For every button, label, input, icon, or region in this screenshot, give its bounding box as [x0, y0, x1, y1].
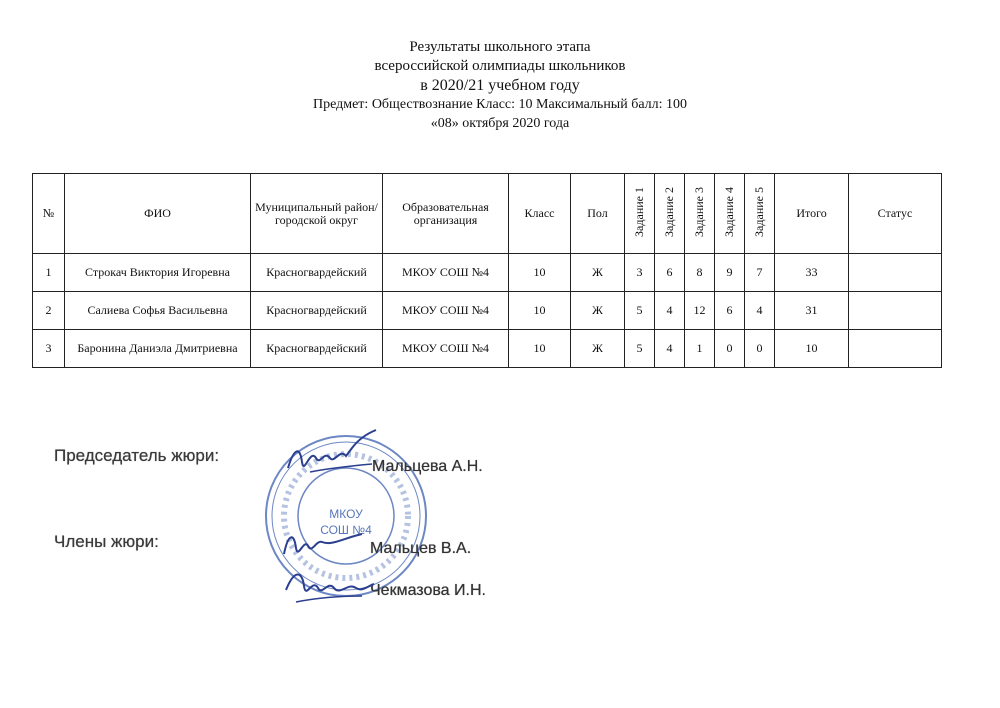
cell-district: Красногвардейский	[251, 254, 383, 292]
col-header-task-4	[715, 174, 745, 254]
stamp-text-line-1: МКОУ	[329, 507, 363, 521]
table-row	[33, 292, 942, 330]
col-header-name: ФИО	[65, 174, 251, 254]
member-2-name: Чекмазова И.Н.	[370, 582, 486, 599]
cell-task-1: 3	[625, 254, 655, 292]
cell-name: Салиева Софья Васильевна	[65, 292, 251, 330]
cell-grade: 10	[509, 292, 571, 330]
cell-status	[849, 254, 942, 292]
task-5-label: Задание 5	[752, 187, 766, 237]
member-1-signature	[278, 524, 368, 568]
col-header-grade: Класс	[509, 174, 571, 254]
chair-label: Председатель жюри:	[54, 446, 220, 465]
cell-sex: Ж	[571, 292, 625, 330]
document-header	[0, 38, 1000, 133]
cell-org: МКОУ СОШ №4	[383, 254, 509, 292]
cell-grade: 10	[509, 254, 571, 292]
cell-task-4: 9	[715, 254, 745, 292]
col-header-org: Образовательная организация	[383, 174, 509, 254]
task-1-label: Задание 1	[632, 187, 646, 237]
member-1-name: Мальцев В.А.	[370, 540, 472, 557]
cell-status	[849, 330, 942, 368]
cell-task-4: 0	[715, 330, 745, 368]
col-header-total: Итого	[775, 174, 849, 254]
cell-task-3: 12	[685, 292, 715, 330]
col-header-sex: Пол	[571, 174, 625, 254]
cell-task-3: 8	[685, 254, 715, 292]
chair-signature	[280, 428, 390, 488]
cell-org: МКОУ СОШ №4	[383, 292, 509, 330]
cell-task-3: 1	[685, 330, 715, 368]
cell-task-2: 4	[655, 330, 685, 368]
chair-name: Мальцева А.Н.	[372, 458, 483, 475]
cell-grade: 10	[509, 330, 571, 368]
cell-sex: Ж	[571, 254, 625, 292]
task-2-label: Задание 2	[662, 187, 676, 237]
subject-line: Предмет: Обществознание Класс: 10 Максимальный балл: 100	[312, 97, 688, 112]
title-line-2: всероссийской олимпиады школьников	[374, 58, 626, 74]
table-row	[33, 330, 942, 368]
col-header-task-1	[625, 174, 655, 254]
cell-total: 33	[775, 254, 849, 292]
cell-number: 3	[33, 330, 65, 368]
member-2-signature	[282, 566, 378, 610]
col-header-task-3	[685, 174, 715, 254]
cell-task-1: 5	[625, 330, 655, 368]
results-table	[32, 173, 942, 368]
col-header-task-5	[745, 174, 775, 254]
cell-total: 10	[775, 330, 849, 368]
members-label: Члены жюри:	[54, 532, 159, 551]
task-4-label: Задание 4	[722, 187, 736, 237]
cell-task-5: 0	[745, 330, 775, 368]
header-row	[33, 174, 942, 254]
cell-district: Красногвардейский	[251, 292, 383, 330]
title-line-3: в 2020/21 учебном году	[420, 77, 580, 94]
cell-number: 1	[33, 254, 65, 292]
cell-task-5: 7	[745, 254, 775, 292]
cell-name: Строкач Виктория Игоревна	[65, 254, 251, 292]
col-header-number: №	[33, 174, 65, 254]
cell-district: Красногвардейский	[251, 330, 383, 368]
cell-task-5: 4	[745, 292, 775, 330]
cell-sex: Ж	[571, 330, 625, 368]
col-header-status: Статус	[849, 174, 942, 254]
cell-status	[849, 292, 942, 330]
cell-name: Баронина Даниэла Дмитриевна	[65, 330, 251, 368]
table-row	[33, 254, 942, 292]
col-header-district: Муниципальный район/городской округ	[251, 174, 383, 254]
cell-task-2: 4	[655, 292, 685, 330]
cell-number: 2	[33, 292, 65, 330]
cell-task-4: 6	[715, 292, 745, 330]
cell-org: МКОУ СОШ №4	[383, 330, 509, 368]
task-3-label: Задание 3	[692, 187, 706, 237]
date-line: «08» октября 2020 года	[430, 116, 570, 131]
cell-task-2: 6	[655, 254, 685, 292]
stamp-text-line-2: СОШ №4	[320, 523, 372, 537]
title-line-1: Результаты школьного этапа	[409, 39, 591, 55]
cell-task-1: 5	[625, 292, 655, 330]
col-header-task-2	[655, 174, 685, 254]
cell-total: 31	[775, 292, 849, 330]
